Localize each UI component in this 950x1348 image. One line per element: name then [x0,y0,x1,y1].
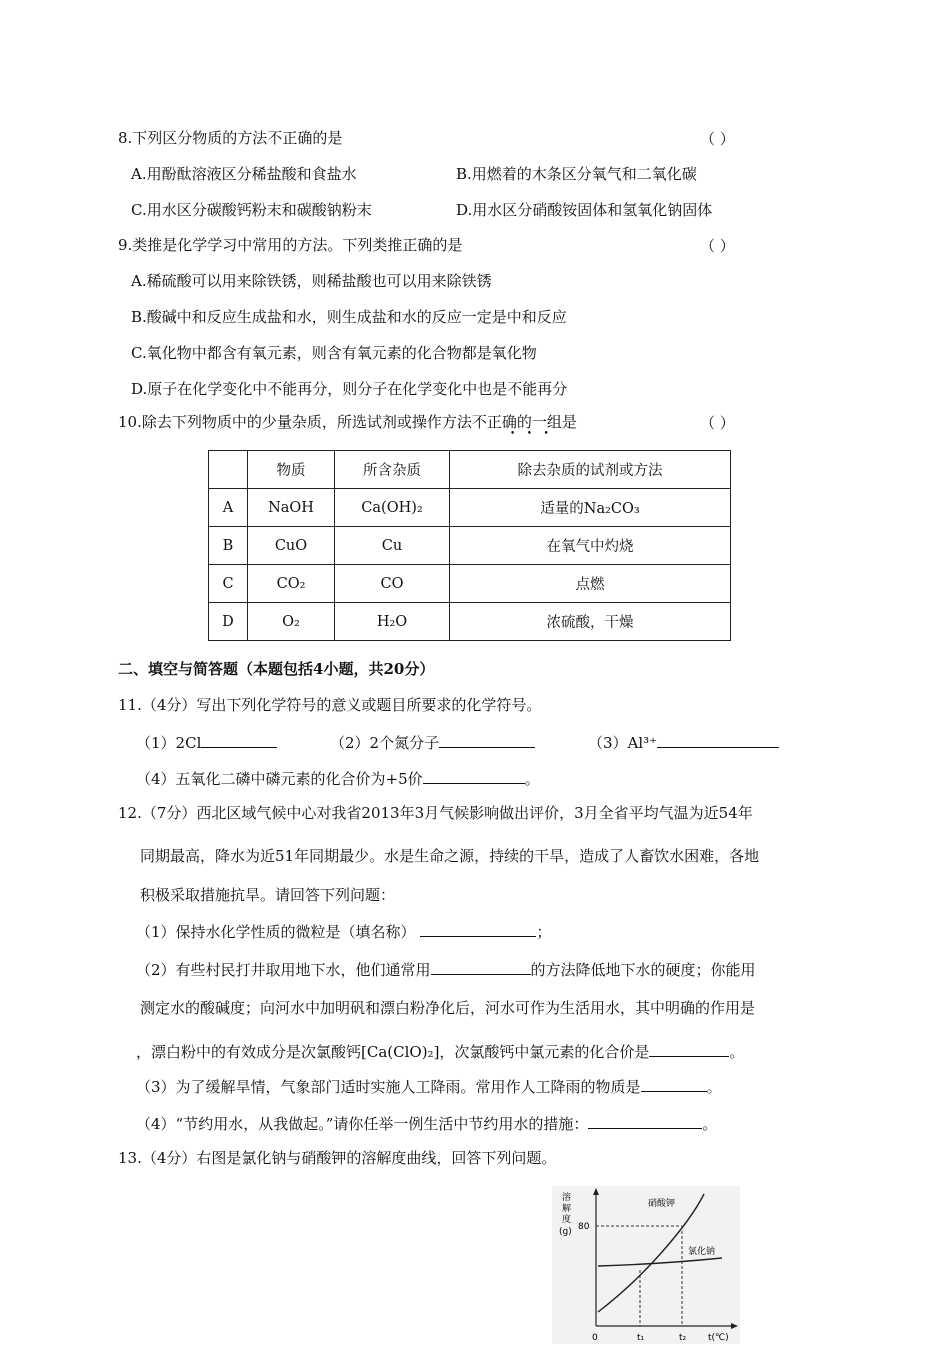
table-cell: 浓硫酸，干燥 [450,603,731,641]
q11-part1 [136,731,277,753]
q9-stem: 9.类推是化学学习中常用的方法。下列类推正确的是 [118,236,463,254]
y-axis-label-3: 度 [562,1215,572,1225]
x-axis-label: t(℃) [708,1333,729,1343]
answer-blank[interactable] [201,731,277,748]
q8-option-b: B.用燃着的木条区分氧气和二氧化碳 [456,165,697,183]
q12-sub1-text: （1）保持水化学性质的微粒是（填名称） [136,923,416,941]
x-axis-arrow [731,1323,738,1329]
table-cell: O₂ [248,603,335,641]
table-cell: 在氧气中灼烧 [450,527,731,565]
answer-blank[interactable] [657,731,779,748]
q8-option-a: A.用酚酞溶液区分稀盐酸和食盐水 [131,165,357,183]
table-row [209,527,731,565]
q12-line1: 12.（7分）西北区域气候中心对我省2013年3月气候影响做出评价，3月全省平均气温为近54年 [118,804,753,822]
x-tick-t2: t₂ [679,1333,687,1343]
q10-answer-paren: （ ） [700,414,735,432]
table-cell: A [209,489,248,527]
q12-line3: 积极采取措施抗旱。请回答下列问题： [140,886,396,904]
q9-option-c: C.氧化物中都含有氧元素，则含有氧元素的化合物都是氧化物 [131,344,537,362]
x-tick-origin: 0 [592,1333,598,1343]
answer-blank[interactable] [423,767,525,784]
answer-blank[interactable] [420,920,536,937]
table-header: 物质 [248,451,335,489]
answer-blank[interactable] [431,958,531,975]
answer-blank[interactable] [439,731,535,748]
table-row [209,565,731,603]
table-cell: 点燃 [450,565,731,603]
table-row [209,489,731,527]
q12-sub1 [136,920,551,942]
q12-sub2 [136,958,756,980]
y-axis-arrow [593,1188,599,1195]
q8-answer-paren: （ ） [700,130,735,148]
table-header: 除去杂质的试剂或方法 [450,451,731,489]
solubility-chart-svg [552,1186,740,1344]
table-cell: Ca(OH)₂ [335,489,450,527]
table-header: 所含杂质 [335,451,450,489]
q11-part2-label: （2）2个氮分子 [330,734,440,752]
q11-part3-label: （3）Al³⁺ [588,734,658,752]
y-axis-label-1: 溶 [562,1193,572,1203]
nacl-label: 氯化钠 [688,1247,716,1257]
answer-blank[interactable] [588,1112,702,1129]
table-cell: D [209,603,248,641]
emphasis-dots: • • • [510,429,549,439]
table-cell: CO [335,565,450,603]
q8-stem: 8.下列区分物质的方法不正确的是 [118,129,343,147]
y-tick-label: 80 [578,1222,590,1232]
answer-blank[interactable] [641,1075,707,1092]
q12-sub4-end: 。 [702,1115,718,1133]
table-cell: NaOH [248,489,335,527]
q9-option-d: D.原子在化学变化中不能再分，则分子在化学变化中也是不能再分 [131,380,568,398]
q11-part4 [136,767,540,789]
table-cell: 适量的Na₂CO₃ [450,489,731,527]
q12-sub3 [136,1075,722,1097]
q12-sub2-text-a: （2）有些村民打井取用地下水，他们通常用 [136,961,431,979]
q11-part1-label: （1）2Cl [136,734,202,752]
kno3-label: 硝酸钾 [648,1199,676,1209]
y-axis-label-4: (g) [559,1227,572,1237]
q12-sub2-text-d: ，漂白粉中的有效成分是次氯酸钙[Ca(ClO)₂]，次氯酸钙中氯元素的化合价是 [136,1043,650,1061]
q9-option-a: A.稀硫酸可以用来除铁锈，则稀盐酸也可以用来除铁锈 [131,272,492,290]
q12-sub2-text-b: 的方法降低地下水的硬度；你能用 [530,961,756,979]
table-row [209,603,731,641]
x-tick-t1: t₁ [637,1333,645,1343]
table-cell: Cu [335,527,450,565]
q12-sub4-text: （4）“节约用水，从我做起。”请你任举一例生活中节约用水的措施： [136,1115,589,1133]
table-cell: C [209,565,248,603]
q12-sub2-line2: 测定水的酸碱度；向河水中加明矾和漂白粉净化后，河水可作为生活用水，其中明确的作用是 [140,999,756,1017]
q13-stem: 13.（4分）右图是氯化钠与硝酸钾的溶解度曲线，回答下列问题。 [118,1149,557,1167]
q11-part2 [330,731,535,753]
q12-line2: 同期最高，降水为近51年同期最少。水是生命之源，持续的干旱，造成了人畜饮水困难，各地 [140,847,760,865]
q8-option-c: C.用水区分碳酸钙粉末和碳酸钠粉末 [131,201,372,219]
q11-part4-end: 。 [524,770,540,788]
q12-sub2-end: 。 [729,1043,745,1061]
q10-stem: 10.除去下列物质中的少量杂质，所选试剂或操作方法不正确的一组是 [118,413,577,431]
q12-sub1-end: ； [536,923,552,941]
q12-sub4 [136,1112,717,1134]
q8-option-d: D.用水区分硝酸铵固体和氢氧化钠固体 [456,201,713,219]
q11-stem: 11.（4分）写出下列化学符号的意义或题目所要求的化学符号。 [118,696,542,714]
y-axis-label-2: 解 [562,1204,572,1214]
q11-part3 [588,731,779,753]
q9-option-b: B.酸碱中和反应生成盐和水，则生成盐和水的反应一定是中和反应 [131,308,567,326]
q12-sub2-line3 [136,1040,744,1062]
nacl-curve [598,1258,722,1266]
section-heading: 二、填空与简答题（本题包括4小题，共20分） [118,660,435,678]
answer-blank[interactable] [649,1040,729,1057]
q9-answer-paren: （ ） [700,237,735,255]
impurity-table [208,450,731,641]
q12-sub3-end: 。 [706,1078,722,1096]
table-header-row [209,451,731,489]
table-header [209,451,248,489]
table-cell: CO₂ [248,565,335,603]
solubility-chart [552,1186,740,1344]
q11-part4-label: （4）五氧化二磷中磷元素的化合价为+5价 [136,770,423,788]
q12-sub3-text: （3）为了缓解旱情，气象部门适时实施人工降雨。常用作人工降雨的物质是 [136,1078,641,1096]
table-cell: CuO [248,527,335,565]
table-cell: B [209,527,248,565]
table-cell: H₂O [335,603,450,641]
